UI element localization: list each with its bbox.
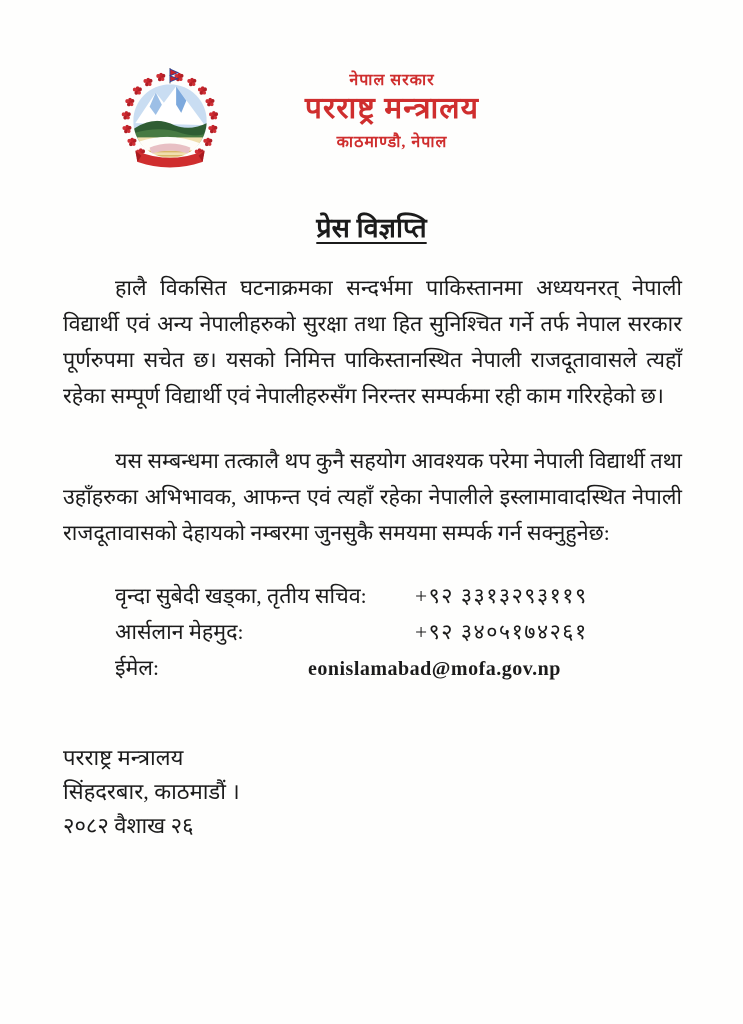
footer-date: २०८२ वैशाख २६: [63, 813, 194, 838]
letterhead: [0, 62, 743, 172]
paragraph-2: यस सम्बन्धमा तत्कालै थप कुनै सहयोग आवश्यक परेमा नेपाली विद्यार्थी तथा उहाँहरुका अभिभावक, आफन्त एवं त्यहाँ रहेका नेपालीले इस्लामावादस्थित नेपाली राजदूतावासको देहायको नम्बरमा जुनसुकै समयमा सम्पर्क गर्न सक्नुहुनेछ:: [63, 449, 682, 545]
ministry-location: काठमाण्डौ, नेपाल: [336, 134, 448, 151]
email-label: ईमेल:: [115, 656, 159, 680]
contact-row-arslan: [115, 614, 682, 650]
page-title: प्रेस विज्ञप्ति: [316, 213, 427, 243]
letterhead-text: [264, 68, 520, 152]
contact-row-email: [115, 650, 682, 687]
signature-block: [63, 741, 240, 843]
contact-phone: +९२ ३४०५१७४२६१: [415, 620, 588, 644]
contact-list: [63, 578, 682, 687]
ministry-name: परराष्ट्र मन्त्रालय: [304, 92, 480, 125]
paragraph-1: हालै विकसित घटनाक्रमका सन्दर्भमा पाकिस्तानमा अध्ययनरत् नेपाली विद्यार्थी एवं अन्य नेपालीहरुको सुरक्षा तथा हित सुनिश्चित गर्ने तर्फ नेपाल सरकार पूर्णरुपमा सचेत छ। यसको निमित्त पाकिस्तानस्थित नेपाली राजदूतावासले त्यहाँ रहेका सम्पूर्ण विद्यार्थी एवं नेपालीहरुसँग निरन्तर सम्पर्कमा रही काम गरिरहेको छ।: [63, 276, 682, 408]
body-text: [63, 270, 682, 687]
contact-name: आर्सलान मेहमुद:: [115, 620, 244, 644]
government-name: नेपाल सरकार: [349, 72, 435, 89]
contact-name: वृन्दा सुबेदी खड्का, तृतीय सचिव:: [115, 584, 367, 608]
contact-row-third-secretary: [115, 578, 682, 614]
email-address: eonislamabad@mofa.gov.np: [308, 658, 561, 680]
footer-ministry: परराष्ट्र मन्त्रालय: [63, 745, 184, 770]
footer-address: सिंहदरबार, काठमाडौं ।: [63, 779, 240, 804]
nepal-government-emblem-icon: [118, 66, 222, 168]
contact-phone: +९२ ३३१३२९३११९: [415, 584, 588, 608]
